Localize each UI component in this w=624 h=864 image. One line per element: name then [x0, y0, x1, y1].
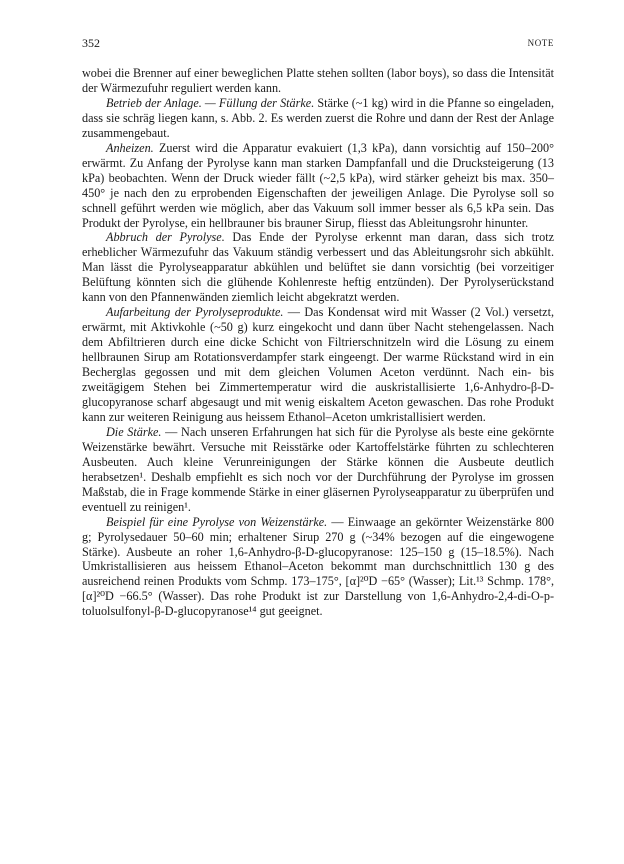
- paragraph-heading: Abbruch der Pyrolyse.: [106, 230, 225, 245]
- paragraph-beispiel: [82, 515, 554, 620]
- paragraph-betrieb: [82, 96, 554, 141]
- paragraph-text: wobei die Brenner auf einer beweglichen Platte stehen sollten (labor boys), so dass die Intensität der Wärmezufuhr reguliert werden kann.: [82, 66, 554, 95]
- page-header: [82, 36, 554, 52]
- paragraph-text: Zuerst wird die Apparatur evakuiert (1,3 kPa), dann vorsichtig auf 150–200° erwärmt. Zu Anfang der Pyrolyse kann man starken Dampfanfall und die Drucksteigerung (13 kPa) beobachten. Wenn der Druck wieder fällt (~2,5 kPa), wird stärker geheizt bis max. 350–450° je nach den zu erprobenden Eigenschaften der jeweiligen Anlage. Die Pyrolyse soll so schnell geführt werden wie möglich, aber das Vakuum soll immer besser als 6,5 kPa sein. Das Produkt der Pyrolyse, ein hellbrauner bis brauner Sirup, fliesst das Ableitungsrohr hinunter.: [82, 140, 554, 230]
- paragraph-heading: Die Stärke.: [106, 424, 162, 439]
- running-head: NOTE: [527, 38, 554, 48]
- paragraph-abbruch: [82, 230, 554, 305]
- paragraph-text: — Einwaage an gekörnter Weizenstärke 800 g; Pyrolysedauer 50–60 min; erhaltener Sirup 270 g (~34% bezogen auf die eingewogene Stärke). Ausbeute an roher 1,6-Anhydro-β-D-glucopyranose: 125–150 g (15–18.5%). Nach Umkristallisieren aus heissem Ethanol–Aceton bekommt man durchschnittlich 130 g des ausreichend reinen Produkts vom Schmp. 173–175°, [α]²⁰D −65° (Wasser); Lit.¹³ Schmp. 178°, [α]²⁰D −66.5° (Wasser). Das rohe Produkt ist zur Darstellung von 1,6-Anhydro-2,4-di-O-p-toluolsulfonyl-β-D-glucopyranose¹⁴ gut geeignet.: [82, 514, 554, 619]
- paragraph-heading: Betrieb der Anlage. — Füllung der Stärke.: [106, 95, 315, 110]
- paragraph-text: — Nach unseren Erfahrungen hat sich für die Pyrolyse als beste eine gekörnte Weizenstärke bewährt. Versuche mit Reisstärke oder Kartoffelstärke führten zu schlechteren Ausbeuten. Auch kleine Verunreinigungen der Stärke können die Ausbeute deutlich herabsetzen¹. Deshalb empfiehlt es sich noch vor der Durchführung der Pyrolyse im grossen Maßstab, die in Frage kommende Stärke in einer gläsernen Pyrolyseapparatur zu überprüfen und eventuell zu reinigen¹.: [82, 424, 554, 514]
- paragraph-text: — Das Kondensat wird mit Wasser (2 Vol.) versetzt, erwärmt, mit Aktivkohle (~50 g) kurz eingekocht und dann über Nacht stehengelassen. Nach dem Abfiltrieren durch eine dicke Schicht von Filtrierschnitzeln wird die Lösung zu einem hellbraunen Sirup am Rotationsverdampfer stark eingeengt. Der warme Rückstand wird in ein Becherglas gegossen und mit dem gleichen Volumen Aceton verdünnt. Nach ein- bis zweitägigem Stehen bei Zimmertemperatur wird die auskristallisierte 1,6-Anhydro-β-D-glucopyranose scharf abgesaugt und mit wenig eiskaltem Aceton gewaschen. Das rohe Produkt kann zur weiteren Reinigung aus heissem Ethanol–Aceton umkristallisiert werden.: [82, 305, 554, 424]
- paragraph-text: Stärke (~1 kg) wird in die Pfanne so eingeladen, dass sie schräg liegen kann, s. Abb. 2. Es werden zuerst die Rohre und dann der Rest der Anlage zusammengebaut.: [82, 95, 554, 140]
- paragraph-heading: Beispiel für eine Pyrolyse von Weizenstärke.: [106, 514, 328, 529]
- paragraph-burner-platform: [82, 66, 554, 96]
- paragraph-heading: Aufarbeitung der Pyrolyseprodukte.: [106, 305, 284, 320]
- paragraph-heading: Anheizen.: [106, 140, 154, 155]
- paragraph-staerke: [82, 425, 554, 515]
- paragraph-aufarbeitung: [82, 305, 554, 425]
- body-text: [82, 66, 554, 619]
- paragraph-text: Das Ende der Pyrolyse erkennt man daran, dass sich trotz erheblicher Wärmezufuhr das Vakuum ständig verbessert und das Ableitungsrohr sich abkühlt. Man lässt die Pyrolyseapparatur abkühlen und belüftet sie dann vorsichtig (bei vorzeitiger Belüftung könnten sich die glühende Kohlenreste heftig entzünden). Der Pyrolyserückstand kann von den Pfannenwänden ziemlich leicht abgekratzt werden.: [82, 230, 555, 305]
- paragraph-anheizen: [82, 141, 554, 231]
- page-number: 352: [82, 36, 100, 50]
